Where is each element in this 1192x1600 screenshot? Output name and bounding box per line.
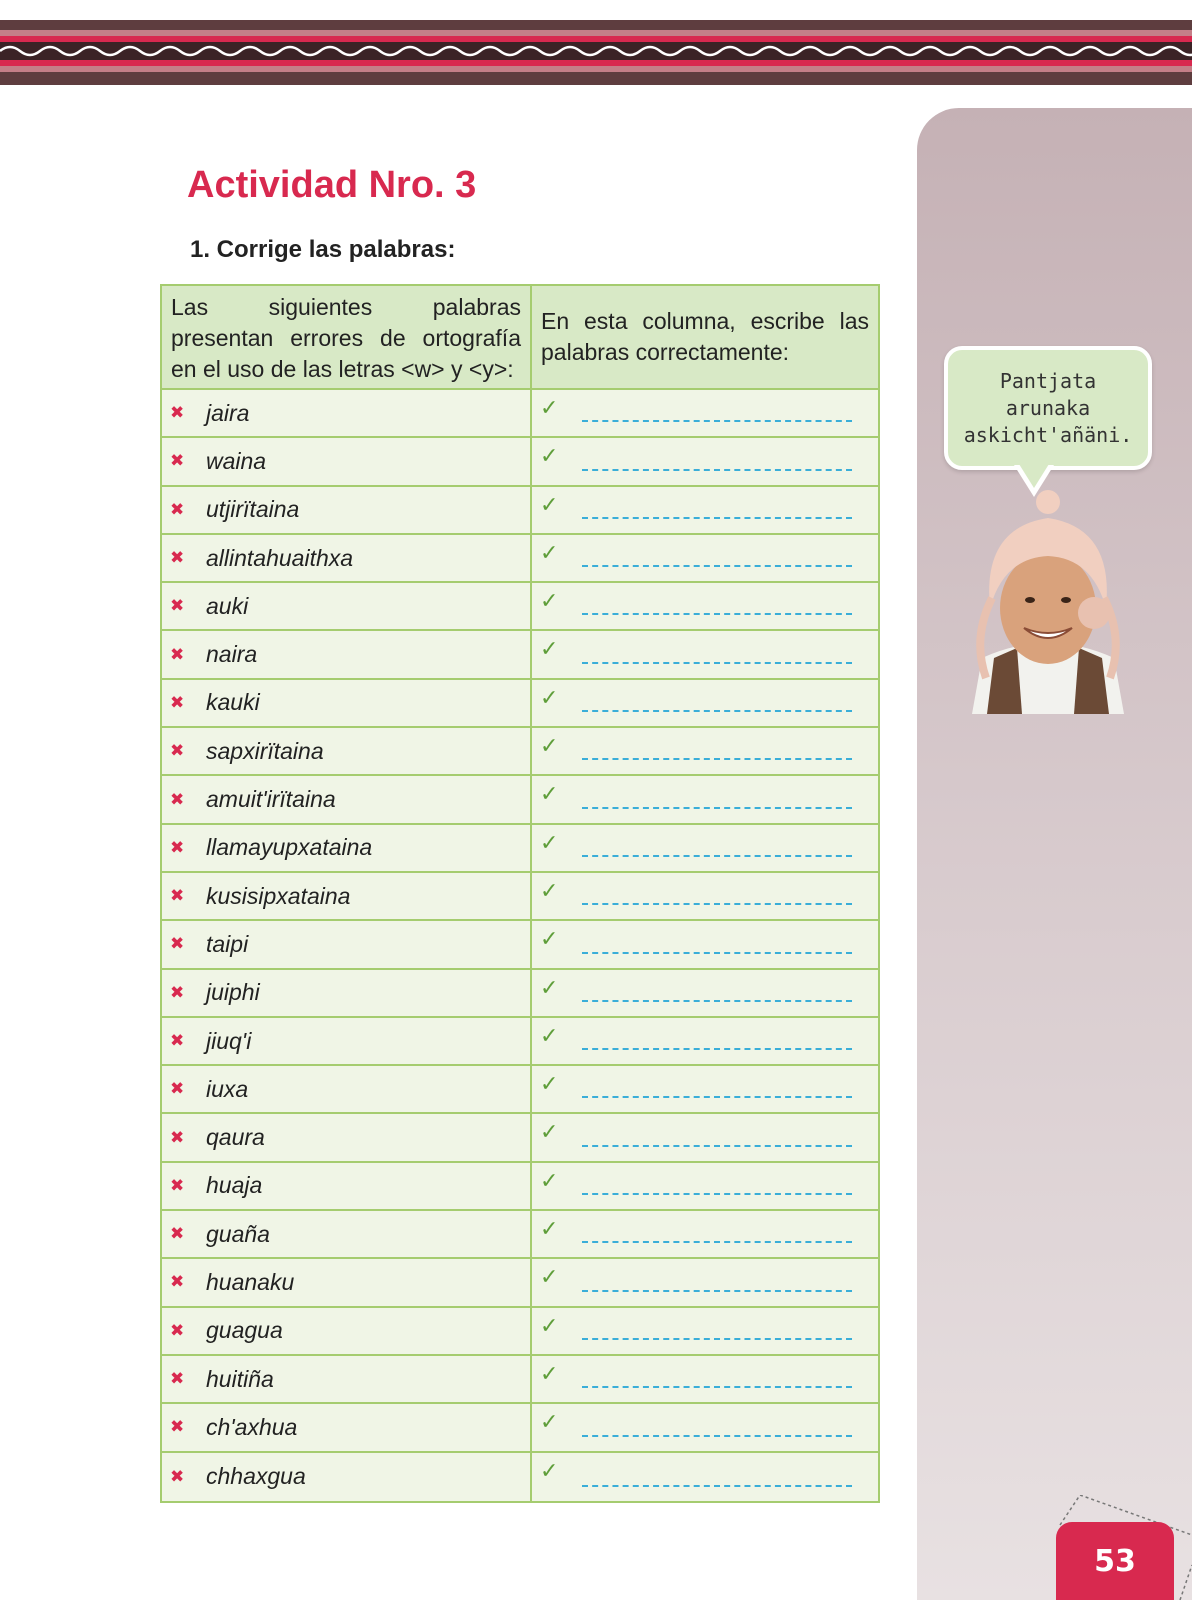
answer-line[interactable] <box>582 565 852 567</box>
table-row <box>162 680 878 728</box>
page-title: Actividad Nro. 3 <box>187 164 477 206</box>
correction-table <box>160 284 880 1503</box>
correction-cell <box>532 1066 878 1112</box>
sidebar-panel <box>917 108 1192 1600</box>
table-row <box>162 438 878 486</box>
check-icon: ✓ <box>540 734 559 760</box>
table-row <box>162 535 878 583</box>
check-icon: ✓ <box>540 782 559 808</box>
table-row <box>162 1114 878 1162</box>
x-mark-icon: ✖ <box>170 1031 185 1051</box>
table-row <box>162 1066 878 1114</box>
column-header-corrections: En esta columna, escribe las palabras correctamente: <box>541 308 869 365</box>
x-mark-icon: ✖ <box>170 499 185 520</box>
decorative-top-band <box>0 20 1192 85</box>
misspelled-word: chhaxgua <box>206 1463 306 1490</box>
correction-cell <box>532 776 878 822</box>
check-icon: ✓ <box>540 1072 559 1098</box>
column-header-errors: Las siguientes palabras presentan errores de ortografía en el uso de las letras <w> y <y>: <box>162 286 532 388</box>
child-illustration <box>962 488 1134 714</box>
answer-line[interactable] <box>582 952 852 954</box>
correction-cell <box>532 680 878 726</box>
misspelled-word: guagua <box>206 1317 283 1344</box>
correction-cell <box>532 921 878 967</box>
misspelled-word: qaura <box>206 1124 265 1151</box>
table-row <box>162 390 878 438</box>
misspelled-word-cell <box>162 1404 532 1450</box>
table-row <box>162 1356 878 1404</box>
answer-line[interactable] <box>582 855 852 857</box>
correction-cell <box>532 631 878 677</box>
misspelled-word: juiphi <box>206 979 260 1006</box>
check-icon: ✓ <box>540 1265 559 1291</box>
check-icon: ✓ <box>540 1023 559 1049</box>
correction-cell <box>532 728 878 774</box>
correction-cell <box>532 1018 878 1064</box>
table-row <box>162 825 878 873</box>
misspelled-word-cell <box>162 535 532 581</box>
misspelled-word-cell <box>162 1453 532 1501</box>
x-mark-icon: ✖ <box>170 692 185 713</box>
answer-line[interactable] <box>582 758 852 760</box>
x-mark-icon: ✖ <box>170 596 185 617</box>
check-icon: ✓ <box>540 444 559 470</box>
x-mark-icon: ✖ <box>170 982 185 1003</box>
misspelled-word: auki <box>206 592 249 619</box>
misspelled-word: ch'axhua <box>206 1413 298 1440</box>
table-header <box>162 286 878 390</box>
misspelled-word: utjirïtaina <box>206 496 300 523</box>
answer-line[interactable] <box>582 1096 852 1098</box>
x-mark-icon: ✖ <box>170 644 185 665</box>
misspelled-word-cell <box>162 1066 532 1112</box>
misspelled-word: amuit'irïtaina <box>206 786 336 813</box>
check-icon: ✓ <box>540 1217 559 1243</box>
instruction-heading: 1. Corrige las palabras: <box>190 236 456 263</box>
table-row <box>162 1259 878 1307</box>
misspelled-word: kusisipxataina <box>206 882 351 909</box>
check-icon: ✓ <box>540 830 559 856</box>
correction-cell <box>532 825 878 871</box>
table-row <box>162 1453 878 1501</box>
page-number: 53 <box>1056 1522 1174 1600</box>
answer-line[interactable] <box>582 807 852 809</box>
misspelled-word: allintahuaithxa <box>206 544 354 571</box>
misspelled-word-cell <box>162 1211 532 1257</box>
correction-cell <box>532 873 878 919</box>
answer-line[interactable] <box>582 1048 852 1050</box>
check-icon: ✓ <box>540 927 559 953</box>
answer-line[interactable] <box>582 662 852 664</box>
speech-bubble-tail-inner <box>1019 464 1049 488</box>
x-mark-icon: ✖ <box>170 1079 185 1100</box>
table-row <box>162 1163 878 1211</box>
table-row <box>162 631 878 679</box>
correction-cell <box>532 1114 878 1160</box>
x-mark-icon: ✖ <box>170 1224 185 1245</box>
check-icon: ✓ <box>540 685 559 711</box>
x-mark-icon: ✖ <box>170 1320 185 1341</box>
misspelled-word: jiuq'i <box>206 1027 252 1054</box>
answer-line[interactable] <box>582 1000 852 1002</box>
x-mark-icon: ✖ <box>170 1369 185 1390</box>
answer-line[interactable] <box>582 1241 852 1243</box>
misspelled-word-cell <box>162 631 532 677</box>
misspelled-word-cell <box>162 438 532 484</box>
check-icon: ✓ <box>540 1120 559 1146</box>
correction-cell <box>532 390 878 436</box>
correction-cell <box>532 1453 878 1501</box>
misspelled-word-cell <box>162 1259 532 1305</box>
x-mark-icon: ✖ <box>170 837 185 858</box>
x-mark-icon: ✖ <box>170 789 185 810</box>
misspelled-word-cell <box>162 825 532 871</box>
check-icon: ✓ <box>540 1458 559 1484</box>
misspelled-word: huitiña <box>206 1365 274 1392</box>
correction-cell <box>532 1259 878 1305</box>
x-mark-icon: ✖ <box>170 1272 185 1293</box>
misspelled-word: jaira <box>206 399 250 426</box>
check-icon: ✓ <box>540 1410 559 1436</box>
x-mark-icon: ✖ <box>170 1466 185 1487</box>
misspelled-word-cell <box>162 776 532 822</box>
misspelled-word-cell <box>162 390 532 436</box>
x-mark-icon: ✖ <box>170 548 185 569</box>
table-row <box>162 970 878 1018</box>
answer-line[interactable] <box>582 1290 852 1292</box>
misspelled-word-cell <box>162 583 532 629</box>
check-icon: ✓ <box>540 637 559 663</box>
correction-cell <box>532 1356 878 1402</box>
answer-line[interactable] <box>582 710 852 712</box>
misspelled-word-cell <box>162 487 532 533</box>
check-icon: ✓ <box>540 396 559 421</box>
misspelled-word: kauki <box>206 689 260 716</box>
correction-cell <box>532 1211 878 1257</box>
misspelled-word-cell <box>162 728 532 774</box>
answer-line[interactable] <box>582 613 852 615</box>
speech-bubble-text: Pantjata arunaka askicht'añäni. <box>963 368 1133 447</box>
misspelled-word-cell <box>162 1308 532 1354</box>
misspelled-word-cell <box>162 1018 532 1064</box>
table-row <box>162 873 878 921</box>
table-row <box>162 1211 878 1259</box>
x-mark-icon: ✖ <box>170 1127 185 1148</box>
misspelled-word: sapxirïtaina <box>206 737 324 764</box>
correction-cell <box>532 1308 878 1354</box>
misspelled-word-cell <box>162 1163 532 1209</box>
table-row <box>162 728 878 776</box>
table-row <box>162 1018 878 1066</box>
speech-bubble <box>944 346 1152 470</box>
x-mark-icon: ✖ <box>170 403 185 424</box>
x-mark-icon: ✖ <box>170 741 185 762</box>
check-icon: ✓ <box>540 589 559 615</box>
misspelled-word: taipi <box>206 930 249 957</box>
answer-line[interactable] <box>582 903 852 905</box>
misspelled-word: iuxa <box>206 1075 249 1102</box>
correction-cell <box>532 535 878 581</box>
answer-line[interactable] <box>582 469 852 471</box>
misspelled-word-cell <box>162 1114 532 1160</box>
answer-line[interactable] <box>582 420 852 422</box>
table-body <box>162 390 878 1501</box>
misspelled-word: guaña <box>206 1220 270 1247</box>
misspelled-word: llamayupxataina <box>206 834 373 861</box>
misspelled-word-cell <box>162 1356 532 1402</box>
correction-cell <box>532 1163 878 1209</box>
check-icon: ✓ <box>540 540 559 566</box>
table-row <box>162 487 878 535</box>
correction-cell <box>532 487 878 533</box>
answer-line[interactable] <box>582 1338 852 1340</box>
misspelled-word: waina <box>206 447 267 474</box>
table-row <box>162 1308 878 1356</box>
check-icon: ✓ <box>540 878 559 904</box>
x-mark-icon: ✖ <box>170 451 185 472</box>
x-mark-icon: ✖ <box>170 1175 185 1196</box>
x-mark-icon: ✖ <box>170 1417 185 1438</box>
table-row <box>162 776 878 824</box>
answer-line[interactable] <box>582 1485 852 1487</box>
check-icon: ✓ <box>540 1313 559 1339</box>
answer-line[interactable] <box>582 1435 852 1437</box>
table-row <box>162 1404 878 1452</box>
check-icon: ✓ <box>540 1168 559 1194</box>
check-icon: ✓ <box>540 492 559 518</box>
table-row <box>162 583 878 631</box>
answer-line[interactable] <box>582 517 852 519</box>
x-mark-icon: ✖ <box>170 886 185 907</box>
misspelled-word-cell <box>162 921 532 967</box>
check-icon: ✓ <box>540 1361 559 1387</box>
misspelled-word: naira <box>206 641 258 668</box>
answer-line[interactable] <box>582 1145 852 1147</box>
correction-cell <box>532 438 878 484</box>
correction-cell <box>532 583 878 629</box>
misspelled-word: huaja <box>206 1172 263 1199</box>
misspelled-word: huanaku <box>206 1268 295 1295</box>
misspelled-word-cell <box>162 873 532 919</box>
misspelled-word-cell <box>162 680 532 726</box>
answer-line[interactable] <box>582 1193 852 1195</box>
correction-cell <box>532 1404 878 1450</box>
answer-line[interactable] <box>582 1386 852 1388</box>
check-icon: ✓ <box>540 975 559 1001</box>
table-row <box>162 921 878 969</box>
correction-cell <box>532 970 878 1016</box>
x-mark-icon: ✖ <box>170 934 185 955</box>
misspelled-word-cell <box>162 970 532 1016</box>
